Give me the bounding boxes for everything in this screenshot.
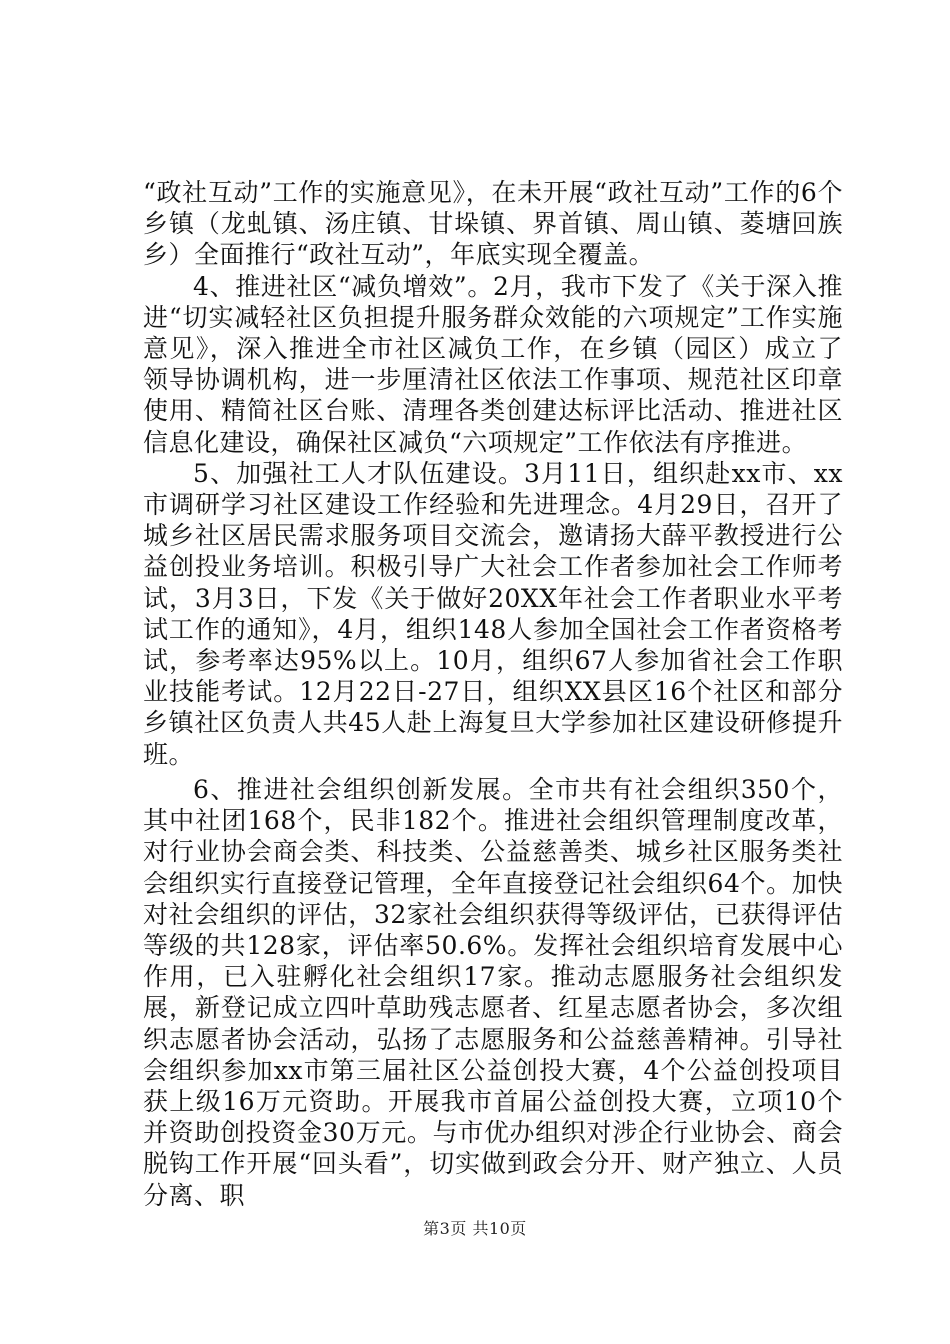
paragraph-continuation: “政社互动”工作的实施意见》，在未开展“政社互动”工作的6个乡镇（龙虬镇、汤庄镇、甘垛镇、界首镇、周山镇、菱塘回族乡）全面推行“政社互动”，年底实现全覆盖。	[143, 178, 843, 270]
page-number-label: 第3页 共10页	[423, 1219, 527, 1238]
page-footer	[0, 1216, 950, 1239]
document-body-top	[143, 177, 843, 770]
paragraph-item-4: 4、推进社区“减负增效”。2月，我市下发了《关于深入推进“切实减轻社区负担提升服务群众效能的六项规定”工作实施意见》，深入推进全市社区减负工作，在乡镇（园区）成立了领导协调机构，进一步厘清社区依法工作事项、规范社区印章使用、精简社区台账、清理各类创建达标评比活动、推进社区信息化建设，确保社区减负“六项规定”工作依法有序推进。	[143, 271, 843, 457]
document-body-bottom	[143, 774, 843, 1211]
paragraph-item-6: 6、推进社会组织创新发展。全市共有社会组织350个，其中社团168个，民非182个。推进社会组织管理制度改革，对行业协会商会类、科技类、公益慈善类、城乡社区服务类社会组织实行直接登记管理，全年直接登记社会组织64个。加快对社会组织的评估，32家社会组织获得等级评估，已获得评估等级的共128家，评估率50.6%。发挥社会组织培育发展中心作用，已入驻孵化社会组织17家。推动志愿服务社会组织发展，新登记成立四叶草助残志愿者、红星志愿者协会，多次组织志愿者协会活动，弘扬了志愿服务和公益慈善精神。引导社会组织参加xx市第三届社区公益创投大赛，4个公益创投项目获上级16万元资助。开展我市首届公益创投大赛，立项10个并资助创投资金30万元。与市优办组织对涉企行业协会、商会脱钩工作开展“回头看”，切实做到政会分开、财产独立、人员分离、职	[143, 775, 843, 1210]
paragraph-item-5: 5、加强社工人才队伍建设。3月11日，组织赴xx市、xx市调研学习社区建设工作经验和先进理念。4月29日，召开了城乡社区居民需求服务项目交流会，邀请扬大薛平教授进行公益创投业务培训。积极引导广大社会工作者参加社会工作师考试，3月3日，下发《关于做好20XX年社会工作者职业水平考试工作的通知》，4月，组织148人参加全国社会工作者资格考试，参考率达95%以上。10月，组织67人参加省社会工作职业技能考试。12月22日-27日，组织XX县区16个社区和部分乡镇社区负责人共45人赴上海复旦大学参加社区建设研修提升班。	[143, 458, 843, 769]
